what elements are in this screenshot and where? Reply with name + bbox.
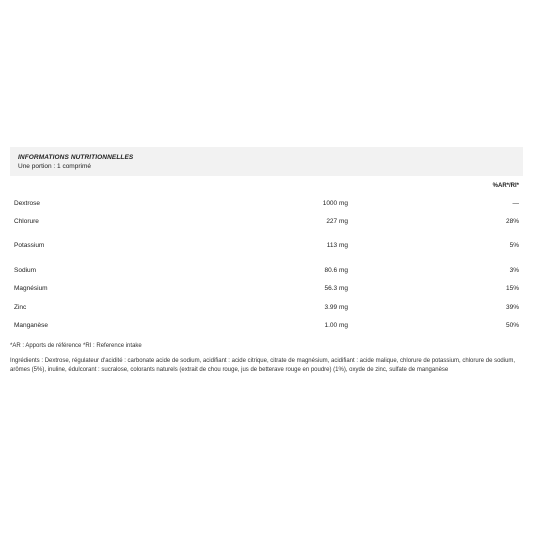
ingredients-text: Ingrédients : Dextrose, régulateur d'acidité : carbonate acide de sodium, acidifiant : acide citrique, citrate de magnésium, acidifiant : acide malique, chlorure de potassium, chlorure de sodium, arômes (5%), inuline, édulcorant : sucralose, colorants naturels (extrait de chou rouge, jus de betterave rouge en poudre) (1%), oxyde de zinc, sulfate de manganèse bbox=[10, 358, 516, 373]
nutrition-header bbox=[10, 147, 523, 176]
serving-size: Une portion : 1 comprimé bbox=[18, 163, 91, 170]
table-row bbox=[10, 302, 523, 314]
nutrient-ar: 39% bbox=[505, 304, 519, 311]
column-header-ar: %AR*/RI* bbox=[492, 183, 519, 189]
table-row bbox=[10, 198, 523, 210]
nutrient-name: Zinc bbox=[14, 304, 27, 311]
nutrient-ar: 3% bbox=[509, 267, 519, 274]
nutrient-name: Potassium bbox=[14, 242, 45, 249]
table-row bbox=[10, 216, 523, 228]
table-row bbox=[10, 320, 523, 332]
nutrient-amount: 227 mg bbox=[326, 218, 348, 225]
nutrient-amount: 113 mg bbox=[326, 242, 348, 249]
nutrition-panel bbox=[10, 147, 523, 329]
nutrient-amount: 56.3 mg bbox=[324, 285, 348, 292]
nutrient-ar: 15% bbox=[505, 285, 519, 292]
table-row bbox=[10, 240, 523, 252]
nutrient-name: Chlorure bbox=[14, 218, 39, 225]
nutrient-amount: 3.99 mg bbox=[324, 304, 348, 311]
nutrient-name: Dextrose bbox=[14, 200, 41, 207]
nutrient-amount: 1000 mg bbox=[322, 200, 348, 207]
table-row bbox=[10, 265, 523, 277]
nutrition-title: INFORMATIONS NUTRITIONNELLES bbox=[18, 154, 134, 161]
nutrient-name: Magnésium bbox=[14, 285, 48, 292]
nutrient-ar: 28% bbox=[505, 218, 519, 225]
table-row bbox=[10, 283, 523, 295]
nutrient-ar: 5% bbox=[509, 242, 519, 249]
nutrient-amount: 1.00 mg bbox=[324, 322, 348, 329]
nutrient-amount: 80.6 mg bbox=[324, 267, 348, 274]
nutrient-ar: — bbox=[512, 200, 519, 207]
nutrient-name: Manganèse bbox=[14, 322, 48, 329]
reference-footnote: *AR : Apports de référence *RI : Reference intake bbox=[10, 343, 142, 349]
nutrient-ar: 50% bbox=[505, 322, 519, 329]
nutrient-name: Sodium bbox=[14, 267, 37, 274]
table-header bbox=[10, 176, 523, 198]
